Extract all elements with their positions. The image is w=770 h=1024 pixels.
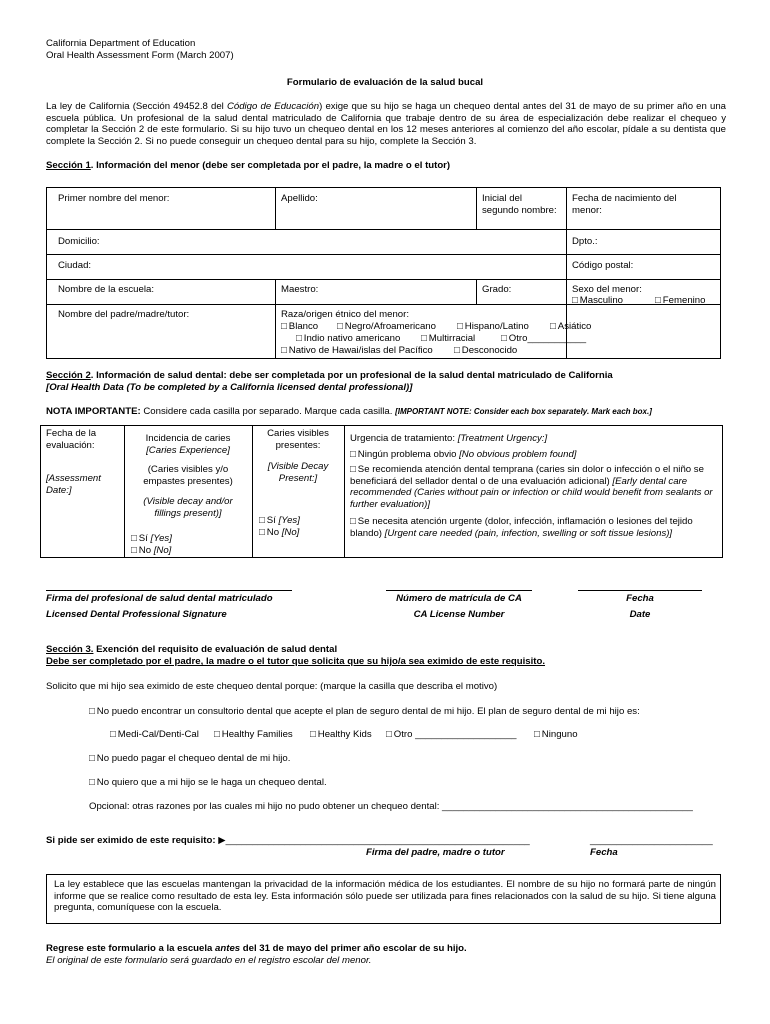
race-label: Raza/origen étnico del menor: [281,309,409,320]
plan-none-checkbox[interactable]: □ Ninguno [534,729,578,741]
dob-field[interactable]: Fecha de nacimiento del menor: [572,193,677,216]
visible-decay-yes-checkbox[interactable]: □ Sí [Yes] [259,515,300,527]
original-note: El original de este formulario será guardado en el registro escolar del menor. [46,955,372,966]
sex-label: Sexo del menor: [572,284,642,295]
address-field[interactable]: Domicilio: [58,236,100,247]
middle-initial-field[interactable]: Inicial del segundo nombre: [482,193,557,216]
teacher-field[interactable]: Maestro: [281,284,319,295]
race-asian-checkbox[interactable]: □ Asiático [550,321,591,333]
race-black-checkbox[interactable]: □ Negro/Afroamericano [337,321,436,333]
zip-field[interactable]: Código postal: [572,260,634,271]
parent-date-line[interactable]: _______________________ [590,835,713,846]
dental-pro-signature[interactable]: Firma del profesional de salud dental matriculado Licensed Dental Professional Signature [46,593,273,620]
visible-decay-no-checkbox[interactable]: □ No [No] [259,527,299,539]
parent-sign-line[interactable]: Si pide ser eximido de este requisito: ▶_________________________________________________________ [46,835,530,846]
urgency-early-checkbox[interactable]: □ Se recomienda atención dental temprana (caries sin dolor o infección o el niño se beneficiará del sellador dental o de una evaluación adicional) [Early dental care recommended (Caries without pain or infection or child would benefit from sealants or further evaluation)] [350,464,720,511]
assessment-date-field[interactable]: Fecha de la evaluación: [46,428,97,451]
optional-reasons-field[interactable]: Opcional: otras razones por las cuales mi hijo no pudo obtener un chequeo dental: _______________________________________________ [89,801,693,812]
grade-field[interactable]: Grado: [482,284,512,295]
plan-healthy-families-checkbox[interactable]: □ Healthy Families [214,729,293,741]
plan-healthy-kids-checkbox[interactable]: □ Healthy Kids [310,729,372,741]
assessment-date-en: [Assessment Date:] [46,473,101,496]
race-hispanic-checkbox[interactable]: □ Hispano/Latino [457,321,529,333]
form-header: Oral Health Assessment Form (March 2007) [46,50,234,61]
treatment-urgency-title: Urgencia de tratamiento: [Treatment Urgency:] [350,433,548,444]
section1-heading: Sección 1. Información del menor (debe ser completada por el padre, la madre o el tutor) [46,160,451,171]
dental-date-field[interactable]: Fecha Date [626,593,654,620]
parent-signature-label: Firma del padre, madre o tutor [366,847,505,858]
race-other-checkbox[interactable]: □ Otro___________ [501,333,586,345]
race-unknown-checkbox[interactable]: □ Desconocido [454,345,517,357]
caries-experience-cell: Incidencia de caries [Caries Experience] (Caries visibles y/o empastes presentes) (Visible decay and/or fillings present)] [143,433,233,519]
privacy-notice: La ley establece que las escuelas mantengan la privacidad de la información médica de los estudiantes. El nombre de su hijo no formará parte de ningún informe que se realice como resultado de esta ley. Esta información sólo puede ser utilizada para fines relacionados con la salud de su hijo. Si tiene alguna pregunta, comuníquese con la escuela. [54,879,716,914]
first-name-field[interactable]: Primer nombre del menor: [58,193,170,204]
last-name-field[interactable]: Apellido: [281,193,318,204]
race-hawaiian-checkbox[interactable]: □ Nativo de Hawai/islas del Pacífico [281,345,433,357]
caries-no-checkbox[interactable]: □ No [No] [131,545,171,557]
race-white-checkbox[interactable]: □ Blanco [281,321,318,333]
plan-medi-cal-checkbox[interactable]: □ Medi-Cal/Denti-Cal [110,729,199,741]
caries-yes-checkbox[interactable]: □ Sí [Yes] [131,533,172,545]
visible-decay-cell: Caries visibles presentes: [Visible Decay Present:] [267,428,329,485]
sex-female-checkbox[interactable]: □ Femenino [655,295,705,307]
city-field[interactable]: Ciudad: [58,260,92,271]
important-note: NOTA IMPORTANTE: Considere cada casilla por separado. Marque cada casilla. [IMPORTANT NOTE: Consider each box separately. Mark each box.] [46,406,652,417]
reason-insurance-checkbox[interactable]: □ No puedo encontrar un consultorio dental que acepte el plan de seguro dental de mi hijo. El plan de seguro dental de mi hijo es: [89,706,640,718]
section2-heading: Sección 2. Información de salud dental: debe ser completada por un profesional de la salud dental matriculado de California [46,370,613,381]
dept-header: California Department of Education [46,38,196,49]
return-instructions: Regrese este formulario a la escuela antes del 31 de mayo del primer año escolar de su hijo. [46,943,467,954]
section3-subtitle: Debe ser completado por el padre, la madre o el tutor que solicita que su hijo/a sea eximido de este requisito. [46,656,546,667]
race-multi-checkbox[interactable]: □ Multirracial [421,333,475,345]
intro-paragraph: La ley de California (Sección 49452.8 del Código de Educación) exige que su hijo se haga un chequeo dental antes del 31 de mayo de su primer año en una escuela pública. Un profesional de la salud dental matriculado de California que trabaje dentro de su área de especialización debe realizar el chequeo y completar la Sección 2 de este formulario. Si su hijo tuvo un chequeo dental en los 12 meses anteriores al comienzo del año escolar, pídale a su dentista que complete la Sección 2. Si no puede conseguir un chequeo dental para su hijo, complete la Sección 3. [46,101,726,148]
page-title: Formulario de evaluación de la salud bucal [286,77,484,88]
section2-subtitle: [Oral Health Data (To be completed by a California licensed dental professional)] [46,382,413,393]
urgency-urgent-checkbox[interactable]: □ Se necesita atención urgente (dolor, infección, inflamación o lesiones del tejido blando) [Urgent care needed (pain, infection, swelling or soft tissue lesions)] [350,516,720,539]
urgency-none-checkbox[interactable]: □ Ningún problema obvio [No obvious problem found] [350,449,576,461]
waiver-request: Solicito que mi hijo sea eximido de este chequeo dental porque: (marque la casilla que describa el motivo) [46,681,498,692]
sex-male-checkbox[interactable]: □ Masculino [572,295,623,307]
reason-cost-checkbox[interactable]: □ No puedo pagar el chequeo dental de mi hijo. [89,753,290,765]
license-number-field[interactable]: Número de matrícula de CA CA License Number [396,593,522,620]
apt-field[interactable]: Dpto.: [572,236,598,247]
section3-heading: Sección 3. Exención del requisito de evaluación de salud dental [46,644,338,655]
arrow-icon: ▶ [218,835,226,846]
parent-date-label: Fecha [590,847,618,858]
plan-other-checkbox[interactable]: □ Otro ___________________ [386,729,517,741]
race-native-checkbox[interactable]: □ Indio nativo americano [296,333,400,345]
reason-refuse-checkbox[interactable]: □ No quiero que a mi hijo se le haga un chequeo dental. [89,777,327,789]
parent-name-field[interactable]: Nombre del padre/madre/tutor: [58,309,190,320]
school-field[interactable]: Nombre de la escuela: [58,284,154,295]
